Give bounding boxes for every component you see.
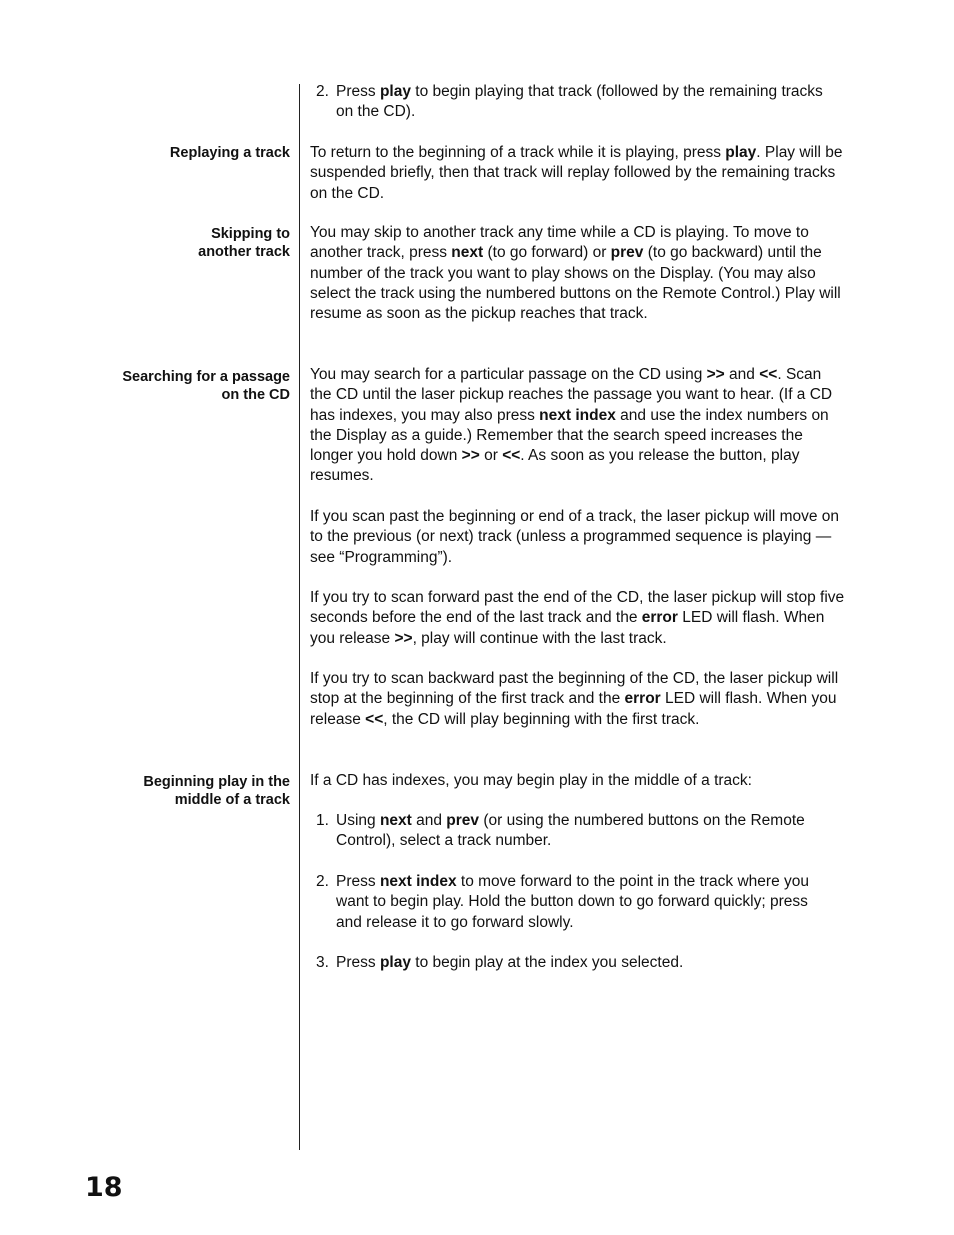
list-number: 2.	[316, 83, 329, 100]
list-number: 1.	[316, 812, 329, 829]
column-divider	[299, 84, 300, 1150]
paragraph-beginning-intro: If a CD has indexes, you may begin play in the middle of a track:	[310, 772, 752, 789]
paragraph-searching: You may search for a particular passage on the CD using >> and <<. Scan the CD until the laser pickup reaches the passage you want to hear. (If a CD has indexes, you may also press next index and use the index numbers on the Display as a guide.) Remember that the search speed increases the longer you hold down >> or <<. As soon as you release the button, play resumes.	[310, 366, 833, 485]
list-text: Press play to begin playing that track (followed by the remaining tracks on the CD).	[336, 83, 823, 121]
paragraph-scan-forward: If you try to scan forward past the end of the CD, the laser pickup will stop five seconds before the end of the last track and the error LED will flash. When you release >>, play will continue with the last track.	[310, 589, 845, 647]
list-text: Using next and prev (or using the numbered buttons on the Remote Control), select a track number.	[336, 812, 805, 850]
side-heading-skipping: Skipping to another track	[198, 226, 290, 260]
list-number: 2.	[316, 873, 329, 890]
list-item	[316, 872, 836, 933]
paragraph-scan-past: If you scan past the beginning or end of a track, the laser pickup will move on to the previous (or next) track (unless a programmed sequence is playing — see “Programming”).	[310, 508, 840, 566]
page-number: 18	[85, 1172, 123, 1203]
list-item	[316, 953, 836, 973]
side-heading-replaying: Replaying a track	[169, 145, 290, 161]
side-heading-searching: Searching for a passage on the CD	[122, 369, 290, 403]
list-number: 3.	[316, 954, 329, 971]
paragraph-skipping: You may skip to another track any time while a CD is playing. To move to another track, press next (to go forward) or prev (to go backward) until the number of the track you want to play shows on the Display. (You may also select the track using the numbered buttons on the Remote Control.) Play will resume as soon as the pickup reaches that track.	[310, 224, 841, 323]
paragraph-replaying: To return to the beginning of a track while it is playing, press play. Play will be suspended briefly, then that track will replay followed by the remaining tracks on the CD.	[310, 144, 843, 202]
paragraph-scan-backward: If you try to scan backward past the beginning of the CD, the laser pickup will stop at the beginning of the first track and the error LED will flash. When you release <<, the CD will play beginning with the first track.	[310, 670, 839, 728]
side-heading-beginning: Beginning play in the middle of a track	[143, 774, 290, 808]
list-item	[316, 811, 836, 852]
list-item	[316, 82, 836, 123]
list-text: Press play to begin play at the index you selected.	[336, 954, 684, 971]
list-text: Press next index to move forward to the point in the track where you want to begin play. Hold the button down to go forward quickly; press and release it to go forward slowly.	[336, 873, 809, 931]
